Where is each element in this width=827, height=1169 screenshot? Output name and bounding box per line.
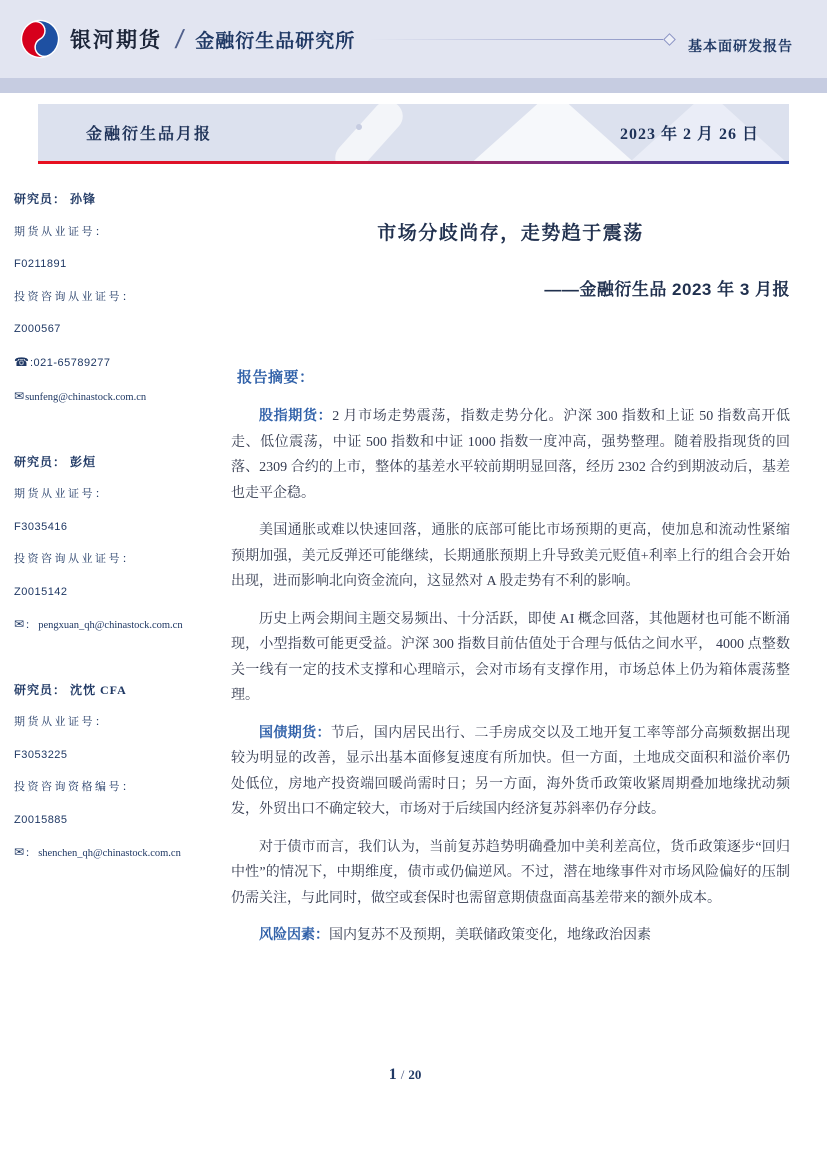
summary-paragraph <box>231 606 790 709</box>
header-bottom-strip <box>0 78 827 93</box>
advisor-cert-number: Z0015142 <box>14 585 68 598</box>
cert-number: F3035416 <box>14 520 68 533</box>
institute-name: 金融衍生品研究所 <box>195 30 356 52</box>
cert-label: 期货从业证号： <box>14 716 109 728</box>
phone-number: :021-65789277 <box>29 356 111 369</box>
researcher-role-label: 研究员： <box>14 192 67 206</box>
email-link[interactable]: pengxuan_qh@chinastock.com.cn <box>38 620 183 631</box>
researcher-card <box>14 446 220 643</box>
banner-decoration <box>329 104 409 161</box>
researcher-name-line <box>14 446 220 479</box>
researcher-name: 孙锋 <box>70 192 97 206</box>
email-line <box>14 380 220 415</box>
brand-name: 银河期货 <box>70 29 162 52</box>
section-lead: 股指期货： <box>259 407 333 423</box>
paragraph-text: 美国通胀或难以快速回落，通胀的底部可能比市场预期的更高，使加息和流动性紧缩预期加强，美元反弹还可能继续，长期通胀预期上升导致美元贬值+利率上行的组合会开始出现，进而影响北向资金流向，这显然对 A 股走势有不利的影响。 <box>231 523 790 589</box>
page-title: 市场分歧尚存，走势趋于震荡 <box>377 223 644 244</box>
paragraph-text: 国内复苏不及预期，美联储政策变化，地缘政治因素 <box>329 928 651 943</box>
report-type-label: 基本面研发报告 <box>688 38 793 54</box>
report-date: 2023 年 2 月 26 日 <box>619 126 759 143</box>
email-separator: ： <box>25 848 39 859</box>
researcher-name: 彭烜 <box>70 454 97 469</box>
total-page-count: 20 <box>408 1067 422 1082</box>
researcher-role-label: 研究员： <box>14 454 67 469</box>
advisor-cert-label: 投资咨询从业证号： <box>14 553 136 565</box>
summary-paragraph <box>231 403 790 506</box>
paragraph-text: 节后，国内居民出行、二手房成交以及工地开复工率等部分高频数据出现较为明显的改善，显示出基本面修复速度有所加快。但一方面，土地成交面积和溢价率仍处低位，房地产投资端回暖尚需时日；另一方面，海外货币政策收紧周期叠加地缘扰动频发，外贸出口不确定较大，市场对于后续国内经济复苏斜率仍存分歧。 <box>231 725 791 817</box>
email-link[interactable]: sunfeng@chinastock.com.cn <box>25 392 147 403</box>
researcher-sidebar <box>14 183 220 902</box>
researcher-name: 沈忱 CFA <box>70 682 127 697</box>
summary-paragraph <box>231 834 790 912</box>
brand-divider: / <box>173 23 186 54</box>
cert-label: 期货从业证号： <box>14 488 109 500</box>
cert-label: 期货从业证号： <box>14 225 109 238</box>
researcher-role-label: 研究员： <box>14 682 67 697</box>
phone-line <box>14 346 220 381</box>
report-series-title: 金融衍生品月报 <box>86 126 213 143</box>
page-footer <box>0 1066 810 1084</box>
current-page-number: 1 <box>388 1066 397 1083</box>
galaxy-futures-logo-icon <box>20 19 60 59</box>
paragraph-text: 对于债市而言，我们认为，当前复苏趋势明确叠加中美利差高位，货币政策逐步“回归中性”的情况下，中期维度，债市或仍偏逆风。不过，潜在地缘事件对市场风险偏好的压制仍需关注，与此同时，做空或套保时也需留意期债盘面高基差带来的额外成本。 <box>231 839 790 906</box>
gradient-divider <box>38 161 789 164</box>
summary-paragraph <box>231 517 790 595</box>
page-separator: / <box>400 1067 405 1082</box>
paragraph-text: 历史上两会期间主题交易频出、十分活跃，即使 AI 概念回落，其他题材也可能不断涌现，小型指数可能更受益。沪深 300 指数目前估值处于合理与低估之间水平， 4000 点整数关一线有一定的技术支撑和心理暗示，会对市场有支撑作用，市场总体上仍为箱体震荡整理。 <box>231 611 790 703</box>
section-lead: 风险因素： <box>259 926 329 942</box>
cert-number: F0211891 <box>14 258 67 270</box>
summary-paragraph <box>231 922 790 949</box>
advisor-cert-number: Z000567 <box>14 323 61 335</box>
advisor-cert-label: 投资咨询资格编号： <box>14 781 136 793</box>
researcher-card <box>14 183 220 415</box>
advisor-cert-label: 投资咨询从业证号： <box>14 290 136 303</box>
email-line <box>14 608 220 643</box>
summary-heading: 报告摘要： <box>237 369 315 386</box>
title-banner <box>38 104 789 161</box>
page-header <box>0 0 827 78</box>
header-ornament <box>369 35 674 44</box>
researcher-card <box>14 674 220 871</box>
summary-paragraph <box>231 720 790 823</box>
paragraph-text: 2 月市场走势震荡，指数走势分化。沪深 300 指数和上证 50 指数高开低走、低位震荡，中证 500 指数和中证 1000 指数一度冲高，强势整理。随着股指现货的回落、2309 合约的上市，整体的基差水平较前期明显回落，经历 2302 合约到期波动后，基差也走平企稳。 <box>231 409 791 501</box>
phone-icon: ☎ <box>14 354 29 369</box>
email-icon: ✉ <box>14 389 25 403</box>
email-link[interactable]: shenchen_qh@chinastock.com.cn <box>38 848 181 859</box>
researcher-name-line <box>14 183 220 216</box>
researcher-name-line <box>14 674 220 707</box>
advisor-cert-number: Z0015885 <box>14 813 68 826</box>
header-rule-line <box>369 39 663 40</box>
email-icon: ✉ <box>14 845 25 859</box>
main-content <box>231 218 790 960</box>
email-icon: ✉ <box>14 617 25 631</box>
email-line <box>14 836 220 871</box>
email-separator: ： <box>25 620 39 631</box>
section-lead: 国债期货： <box>259 723 331 740</box>
cert-number: F3053225 <box>14 748 68 761</box>
page-subtitle: ——金融衍生品 2023 年 3 月报 <box>544 280 790 299</box>
diamond-ornament-icon <box>663 33 676 46</box>
